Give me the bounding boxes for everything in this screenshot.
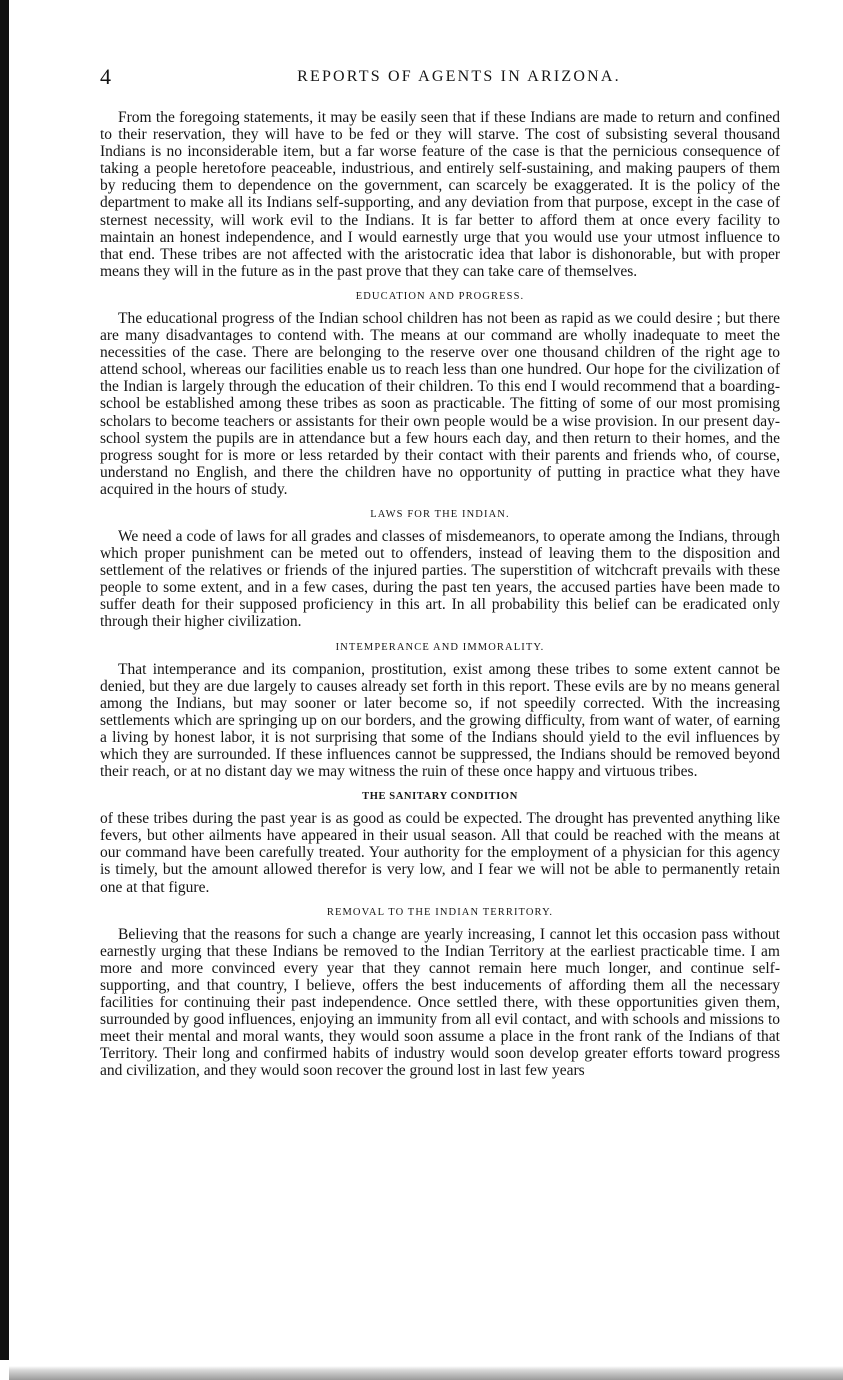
heading-sanitary-condition: THE SANITARY CONDITION — [362, 791, 518, 803]
heading-laws-for-the-indian: LAWS FOR THE INDIAN. — [370, 508, 510, 520]
paragraph-removal-to-indian-territory: Believing that the reasons for such a change are yearly increasing, I cannot let this occasion pass without earnestly urging that these Indians be removed to the Indian Territory at the earliest practicable time. I am more and more convinced every year that they cannot remain here much longer, and continue self-supporting, and that country, I believe, offers the best inducements of affording them all the necessary facilities for continuing their past independence. Once settled there, with these opportunities given them, surrounded by good influences, enjoying an immunity from all evil contact, and with schools and missions to meet their mental and moral wants, they would soon assume a place in the front rank of the Indians of that Territory. Their long and confirmed habits of industry would soon develop greater efforts toward progress and civilization, and they would soon recover the ground lost in last few years — [100, 925, 780, 1080]
heading-intemperance-and-immorality: INTEMPERANCE AND IMMORALITY. — [335, 641, 545, 653]
page-scan-shadow — [9, 1366, 843, 1380]
running-head: REPORTS OF AGENTS IN ARIZONA. — [297, 68, 621, 85]
heading-education-and-progress: EDUCATION AND PROGRESS. — [355, 290, 525, 302]
document-page — [100, 62, 780, 1080]
paragraph-education-and-progress: The educational progress of the Indian school children has not been as rapid as we could desire ; but there are many disadvantages to contend with. The means at our command are wholly inadequate to meet the necessities of the case. There are belonging to the reserve over one thousand children of the right age to attend school, whereas our facilities enable us to reach less than one hundred. Our hope for the civilization of the Indian is largely through the education of their children. To this end I would recommend that a boarding-school be established among these tribes as soon as practicable. The fitting of some of our most promising scholars to become teachers or assistants for their own people would be a wise provision. In our present day-school system the pupils are in attendance but a few hours each day, and then return to their homes, and the progress sought for is more or less retarded by their contact with their parents and friends who, of course, understand no English, and there the children have no opportunity of putting in practice what they have acquired in the hours of study. — [100, 309, 780, 498]
heading-removal-to-indian-territory: REMOVAL TO THE INDIAN TERRITORY. — [326, 906, 554, 918]
page-scan-edge — [0, 0, 9, 1360]
page-number: 4 — [100, 64, 111, 89]
page-header — [100, 62, 780, 94]
paragraph-sanitary-condition: of these tribes during the past year is as good as could be expected. The drought has prevented anything like fevers, but other ailments have appeared in their usual season. All that could be reached with the means at our command have been carefully treated. Your authority for the employment of a physician for this agency is timely, but the amount allowed therefor is very low, and I fear we will not be able to permanently retain one at that figure. — [100, 810, 780, 896]
paragraph-laws-for-the-indian: We need a code of laws for all grades and classes of misdemeanors, to operate among the Indians, through which proper punishment can be meted out to offenders, instead of leaving them to the disposition and settlement of the relatives or friends of the injured parties. The superstition of witchcraft prevails with these people to some extent, and in a few cases, during the past ten years, the accused parties have been made to suffer death for their supposed proficiency in this art. In all probability this belief can be eradicated only through their higher civilization. — [100, 527, 780, 631]
paragraph-foregoing-statements: From the foregoing statements, it may be easily seen that if these Indians are made to return and confined to their reservation, they will have to be fed or they will starve. The cost of subsisting several thousand Indians is no inconsiderable item, but a far worse feature of the case is that the pernicious consequence of taking a people heretofore peaceable, industrious, and entirely self-sustaining, and making paupers of them by reducing them to dependence on the government, can scarcely be exaggerated. It is the policy of the department to make all its Indians self-supporting, and any deviation from that purpose, except in the case of sternest necessity, will work evil to the Indians. It is far better to afford them at once every facility to maintain an honest independence, and I would earnestly urge that you would use your utmost influence to that end. These tribes are not affected with the aristocratic idea that labor is dishonorable, but with proper means they will in the future as in the past prove that they can take care of themselves. — [100, 109, 780, 280]
paragraph-intemperance-and-immorality: That intemperance and its companion, prostitution, exist among these tribes to some extent cannot be denied, but they are due largely to causes already set forth in this report. These evils are by no means general among the Indians, but may sooner or later become so, if not speedily corrected. With the increasing settlements which are springing up on our borders, and the growing difficulty, from want of water, of earning a living by honest labor, it is not surprising that some of the Indians should yield to the evil influences by which they are surrounded. If these influences cannot be suppressed, the Indians should be removed beyond their reach, or at no distant day we may witness the ruin of these once happy and virtuous tribes. — [100, 660, 780, 781]
